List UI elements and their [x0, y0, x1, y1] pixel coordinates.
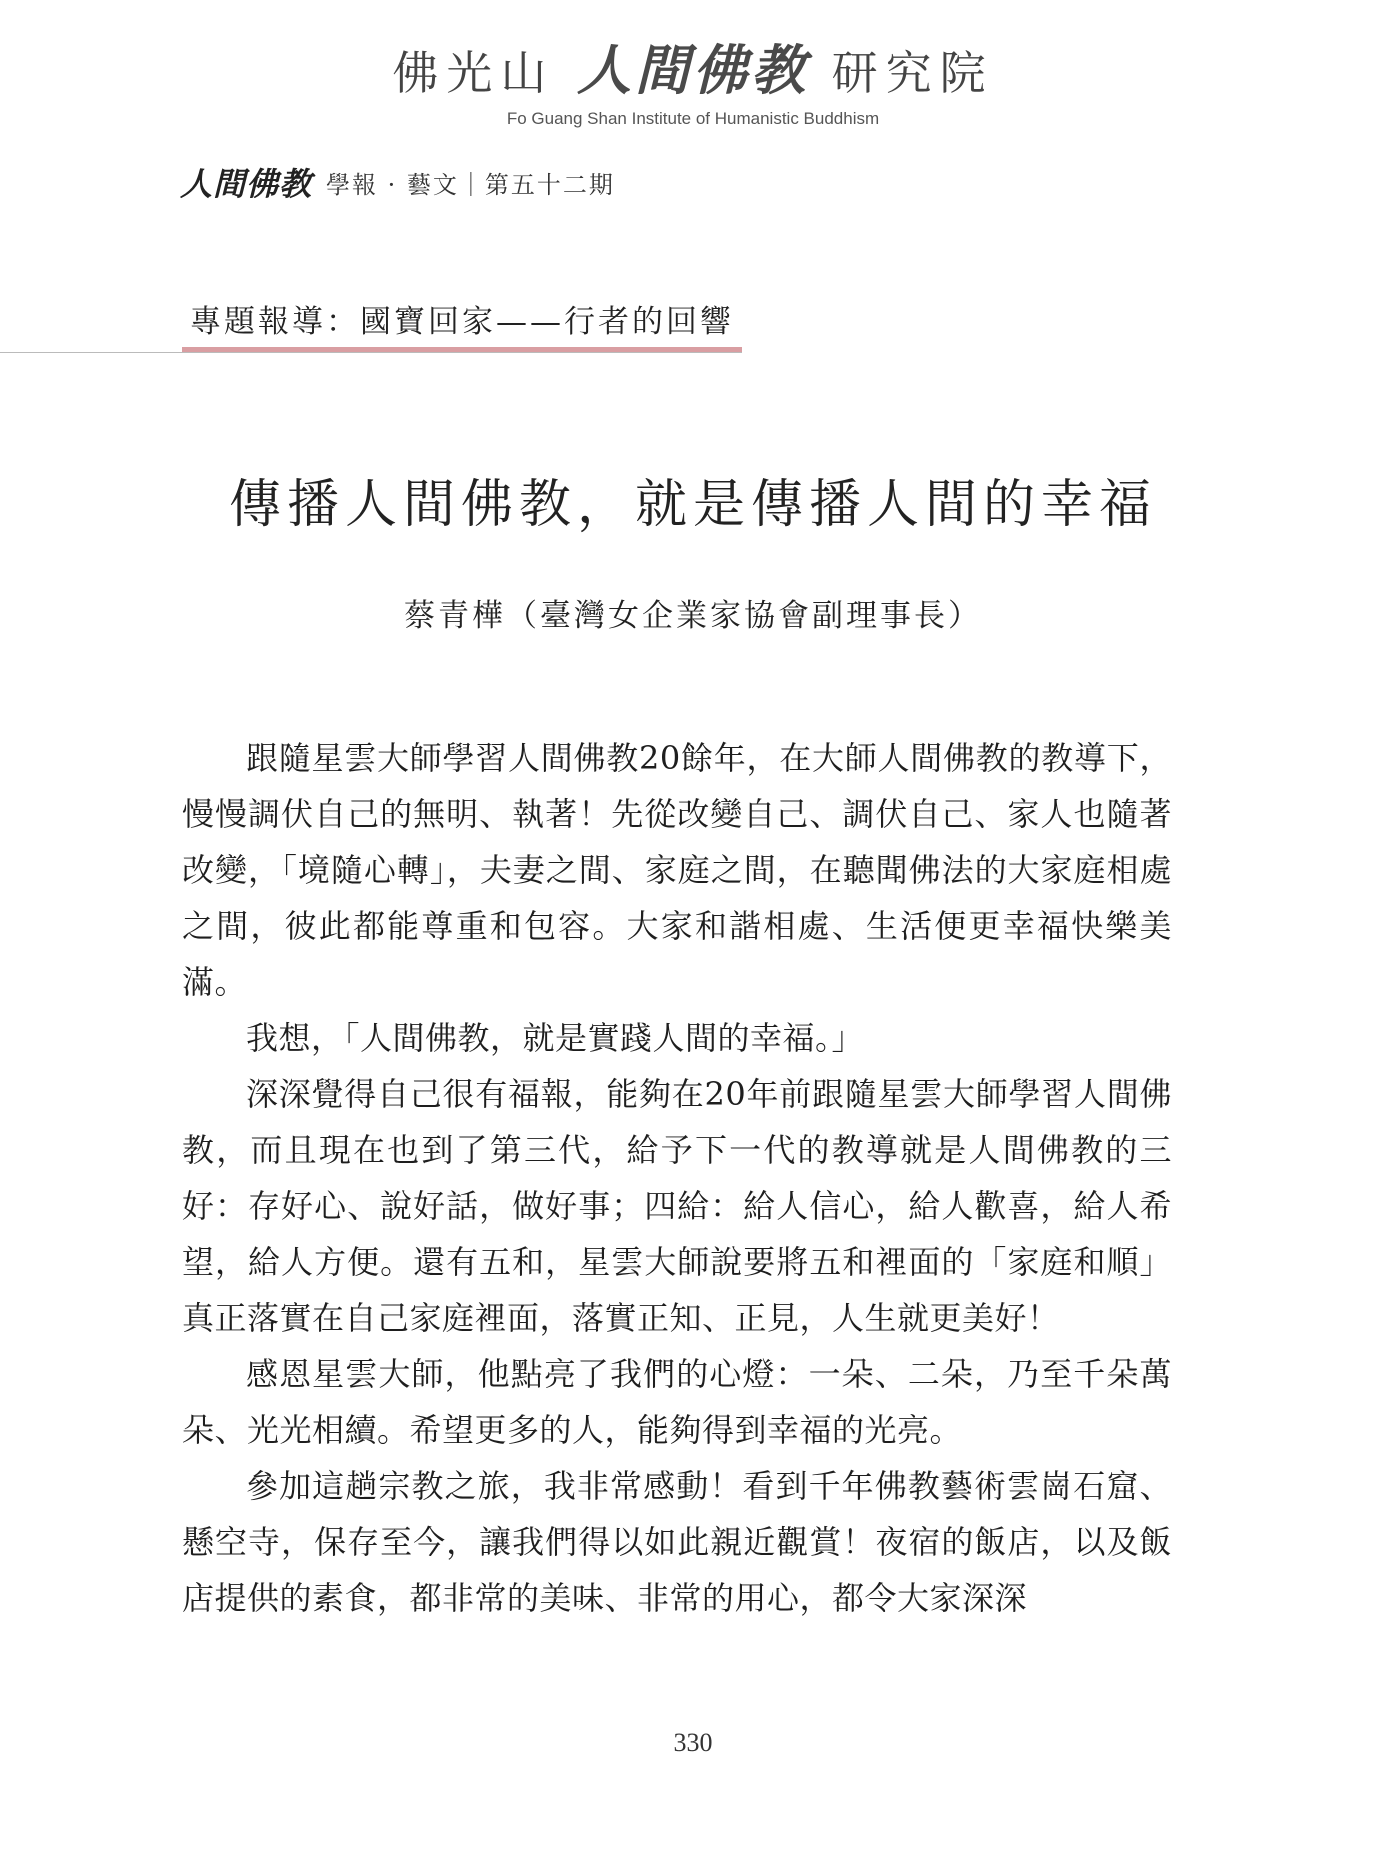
page-number: 330 — [673, 1728, 713, 1757]
section-underline — [182, 347, 742, 352]
institute-prefix: 佛光山 — [392, 46, 555, 100]
institute-brand-logo: 人間佛教 — [577, 38, 809, 102]
journal-brand-logo: 人間佛教 — [180, 165, 313, 203]
section-divider — [0, 352, 742, 353]
journal-header — [180, 162, 615, 202]
institute-suffix: 研究院 — [831, 46, 994, 100]
section-label: 專題報導：國寶回家——行者的回響 — [190, 304, 734, 340]
paragraph: 參加這趟宗教之旅，我非常感動！看到千年佛教藝術雲崗石窟、懸空寺，保存至今，讓我們得以如此親近觀賞！夜宿的飯店，以及飯店提供的素食，都非常的美味、非常的用心，都令大家深深 — [182, 1467, 1172, 1617]
paragraph: 感恩星雲大師，他點亮了我們的心燈：一朵、二朵，乃至千朵萬朵、光光相續。希望更多的人，能夠得到幸福的光亮。 — [182, 1355, 1172, 1449]
article-body — [182, 730, 1172, 1626]
paragraph: 我想，「人間佛教，就是實踐人間的幸福。」 — [246, 1019, 865, 1057]
paragraph: 跟隨星雲大師學習人間佛教20餘年，在大師人間佛教的教導下，慢慢調伏自己的無明、執著！先從改變自己、調伏自己、家人也隨著改變，「境隨心轉」，夫妻之間、家庭之間，在聽聞佛法的大家庭相處之間，彼此都能尊重和包容。大家和諧相處、生活便更幸福快樂美滿。 — [182, 739, 1172, 1001]
institute-header — [0, 40, 1386, 129]
article-author: 蔡青樺（臺灣女企業家協會副理事長） — [404, 598, 982, 634]
institute-english-name: Fo Guang Shan Institute of Humanistic Buddhism — [506, 109, 880, 128]
article-title: 傳播人間佛教，就是傳播人間的幸福 — [228, 475, 1157, 535]
institute-name — [0, 40, 1386, 103]
paragraph: 深深覺得自己很有福報，能夠在20年前跟隨星雲大師學習人間佛教，而且現在也到了第三代，給予下一代的教導就是人間佛教的三好：存好心、說好話，做好事；四給：給人信心，給人歡喜，給人希望，給人方便。還有五和，星雲大師說要將五和裡面的「家庭和順」真正落實在自己家庭裡面，落實正知、正見，人生就更美好！ — [182, 1075, 1172, 1337]
journal-issue: 學報 · 藝文｜第五十二期 — [326, 170, 615, 199]
